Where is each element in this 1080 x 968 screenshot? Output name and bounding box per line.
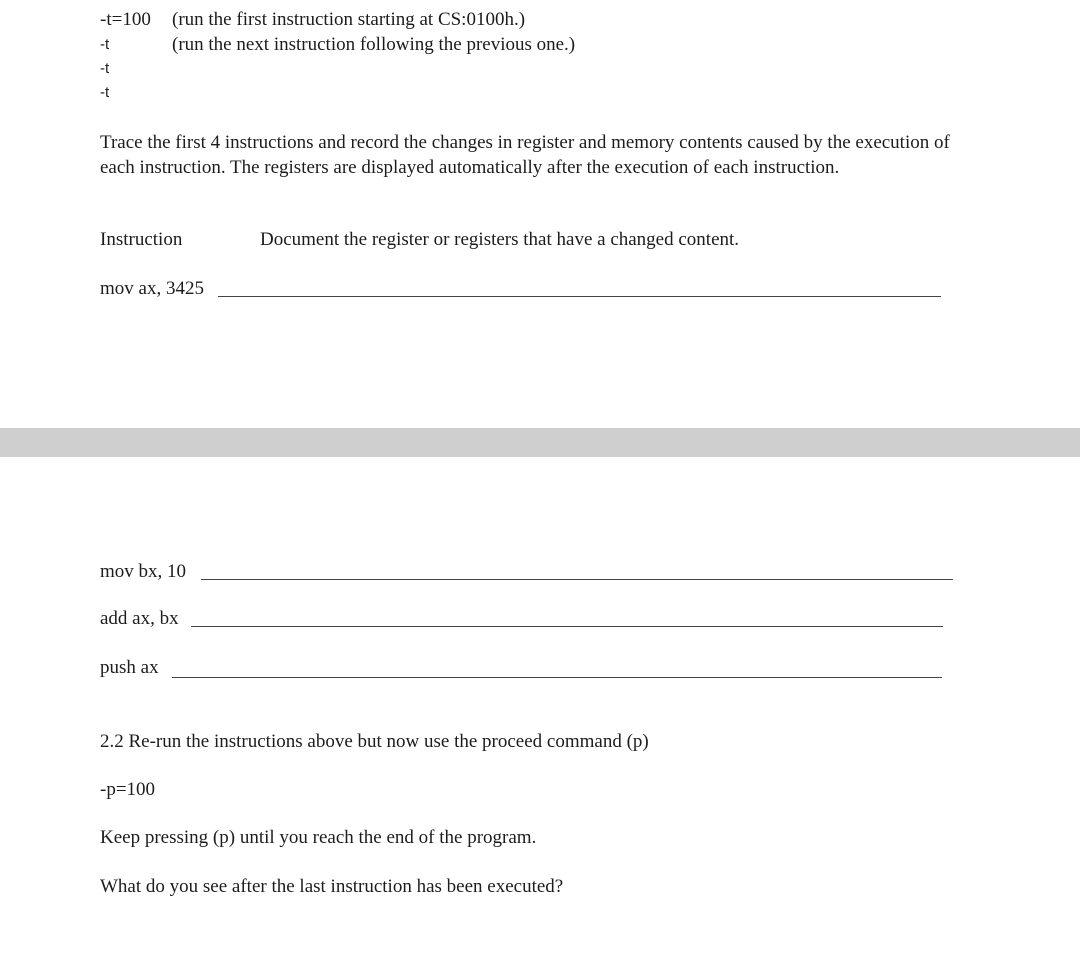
final-question: What do you see after the last instruction has been executed? (100, 876, 564, 897)
instruction-row-1-answer-line[interactable] (218, 296, 941, 297)
instruction-row-3-answer-line[interactable] (191, 626, 943, 627)
page-break-band (0, 428, 1080, 457)
instruction-row-3-label: add ax, bx (100, 608, 179, 629)
trace-command-2: -t (100, 36, 110, 53)
proceed-instruction-text: Keep pressing (p) until you reach the end of the program. (100, 827, 537, 848)
trace-command-2-note: (run the next instruction following the previous one.) (172, 34, 576, 55)
trace-command-1-note: (run the first instruction starting at CS:0100h.) (172, 9, 526, 30)
instruction-column-header: Instruction (100, 229, 183, 250)
trace-instructions-paragraph: Trace the first 4 instructions and record the changes in register and memory contents caused by the execution of each instruction. The registers are displayed automatically after the execution of each instruction. (100, 132, 950, 178)
instruction-row-2-answer-line[interactable] (201, 579, 953, 580)
instruction-row-1-label: mov ax, 3425 (100, 278, 204, 299)
instruction-row-4-label: push ax (100, 657, 159, 678)
instruction-row-2-label: mov bx, 10 (100, 561, 187, 582)
trace-command-4: -t (100, 84, 110, 101)
document-column-header: Document the register or registers that have a changed content. (260, 229, 740, 250)
instruction-row-4-answer-line[interactable] (172, 677, 942, 678)
trace-command-3: -t (100, 60, 110, 77)
section-2-2-heading: 2.2 Re-run the instructions above but now use the proceed command (p) (100, 731, 649, 752)
trace-command-1: -t=100 (100, 9, 151, 30)
proceed-command: -p=100 (100, 779, 156, 800)
